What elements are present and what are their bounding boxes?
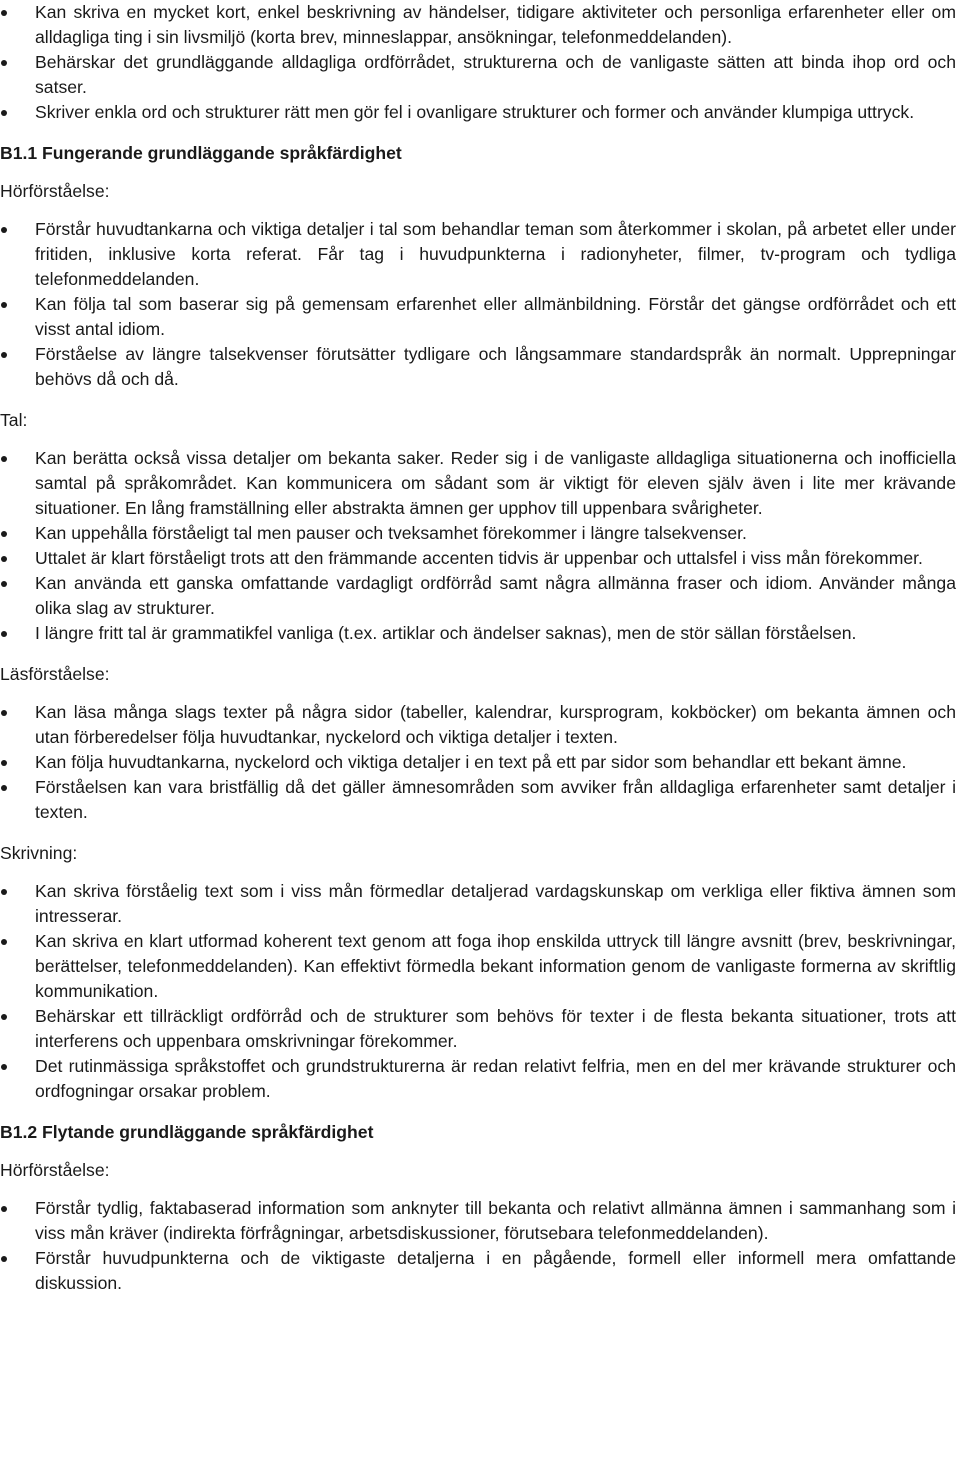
list-item: Kan skriva en mycket kort, enkel beskrivning av händelser, tidigare aktiviteter och personliga erfarenheter eller om alldagliga ting i sin livsmiljö (korta brev, minneslappar, ansökningar, telefonmeddelanden). xyxy=(0,0,956,50)
bullet-icon xyxy=(1,631,7,637)
bullet-icon xyxy=(1,110,7,116)
subheading-writing: Skrivning: xyxy=(0,843,78,863)
bullet-icon xyxy=(1,302,7,308)
listening-list-b12 xyxy=(0,1196,956,1296)
list-item: Kan använda ett ganska omfattande vardagligt ordförråd samt några allmänna fraser och idiom. Använder många olika slag av strukturer. xyxy=(0,571,956,621)
bullet-icon xyxy=(1,556,7,562)
list-item: Det rutinmässiga språkstoffet och grundstrukturerna är redan relativt felfria, men en del mer krävande strukturer och ordfogningar orsakar problem. xyxy=(0,1054,956,1104)
bullet-icon xyxy=(1,531,7,537)
list-item: Behärskar ett tillräckligt ordförråd och de strukturer som behövs för texter i de flesta bekanta situationer, trots att interferens och uppenbara omskrivningar förekommer. xyxy=(0,1004,956,1054)
speaking-list xyxy=(0,446,956,646)
list-item: Uttalet är klart förståeligt trots att den främmande accenten tidvis är uppenbar och uttalsfel i viss mån förekommer. xyxy=(0,546,956,571)
subheading-listening-b12: Hörförståelse: xyxy=(0,1160,110,1180)
bullet-icon xyxy=(1,1064,7,1070)
bullet-icon xyxy=(1,1014,7,1020)
intro-list xyxy=(0,0,956,125)
subheading-reading: Läsförståelse: xyxy=(0,664,110,684)
list-item: Förstår huvudtankarna och viktiga detaljer i tal som behandlar teman som återkommer i skolan, på arbetet eller under fritiden, inklusive korta referat. Får tag i huvudpunkterna i radionyheter, filmer, tv-program och tydliga telefonmeddelanden. xyxy=(0,217,956,292)
list-item: Förstår tydlig, faktabaserad information som anknyter till bekanta och relativt allmänna ämnen i sammanhang som i viss mån kräver (indirekta förfrågningar, arbetsdiskussioner, förutsebara telefonmeddelanden). xyxy=(0,1196,956,1246)
writing-list xyxy=(0,879,956,1104)
bullet-icon xyxy=(1,760,7,766)
list-item: Förståelsen kan vara bristfällig då det gäller ämnesområden som avviker från alldagliga erfarenheter samt detaljer i texten. xyxy=(0,775,956,825)
bullet-icon xyxy=(1,1206,7,1212)
list-item: Kan skriva förståelig text som i viss mån förmedlar detaljerad vardagskunskap om verkliga eller fiktiva ämnen som intresserar. xyxy=(0,879,956,929)
subheading-listening: Hörförståelse: xyxy=(0,181,110,201)
bullet-icon xyxy=(1,889,7,895)
list-item: Kan följa huvudtankarna, nyckelord och viktiga detaljer i en text på ett par sidor som behandlar ett bekant ämne. xyxy=(0,750,956,775)
bullet-icon xyxy=(1,456,7,462)
bullet-icon xyxy=(1,227,7,233)
bullet-icon xyxy=(1,939,7,945)
list-item: Kan skriva en klart utformad koherent text genom att foga ihop enskilda uttryck till längre avsnitt (brev, beskrivningar, berättelser, telefonmeddelanden). Kan effektivt förmedla bekant information genom de vanligaste formerna av skriftlig kommunikation. xyxy=(0,929,956,1004)
list-item: Kan följa tal som baserar sig på gemensam erfarenhet eller allmänbildning. Förstår det gängse ordförrådet och ett visst antal idiom. xyxy=(0,292,956,342)
list-item: Skriver enkla ord och strukturer rätt men gör fel i ovanligare strukturer och former och använder klumpiga uttryck. xyxy=(0,100,956,125)
subheading-speaking: Tal: xyxy=(0,410,28,430)
reading-list xyxy=(0,700,956,825)
bullet-icon xyxy=(1,581,7,587)
list-item: Kan berätta också vissa detaljer om bekanta saker. Reder sig i de vanligaste alldagliga situationerna och inofficiella samtal på språkområdet. Kan kommunicera om sådant som är viktigt för eleven själv även i lite mer krävande situationer. En lång framställning eller abstrakta ämnen ger upphov till uppenbara svårigheter. xyxy=(0,446,956,521)
bullet-icon xyxy=(1,785,7,791)
bullet-icon xyxy=(1,352,7,358)
bullet-icon xyxy=(1,10,7,16)
bullet-icon xyxy=(1,60,7,66)
bullet-icon xyxy=(1,710,7,716)
section-heading-b12: B1.2 Flytande grundläggande språkfärdighet xyxy=(0,1122,374,1142)
list-item: I längre fritt tal är grammatikfel vanliga (t.ex. artiklar och ändelser saknas), men de stör sällan förståelsen. xyxy=(0,621,956,646)
list-item: Förstår huvudpunkterna och de viktigaste detaljerna i en pågående, formell eller informell mera omfattande diskussion. xyxy=(0,1246,956,1296)
list-item: Kan läsa många slags texter på några sidor (tabeller, kalendrar, kursprogram, kokböcker) om bekanta ämnen och utan förberedelser följa huvudtankar, nyckelord och viktiga detaljer i texten. xyxy=(0,700,956,750)
list-item: Behärskar det grundläggande alldagliga ordförrådet, strukturerna och de vanligaste sätten att binda ihop ord och satser. xyxy=(0,50,956,100)
list-item: Förståelse av längre talsekvenser förutsätter tydligare och långsammare standardspråk än normalt. Upprepningar behövs då och då. xyxy=(0,342,956,392)
section-heading-b11: B1.1 Fungerande grundläggande språkfärdighet xyxy=(0,143,402,163)
listening-list xyxy=(0,217,956,392)
list-item: Kan uppehålla förståeligt tal men pauser och tveksamhet förekommer i längre talsekvenser. xyxy=(0,521,956,546)
bullet-icon xyxy=(1,1256,7,1262)
